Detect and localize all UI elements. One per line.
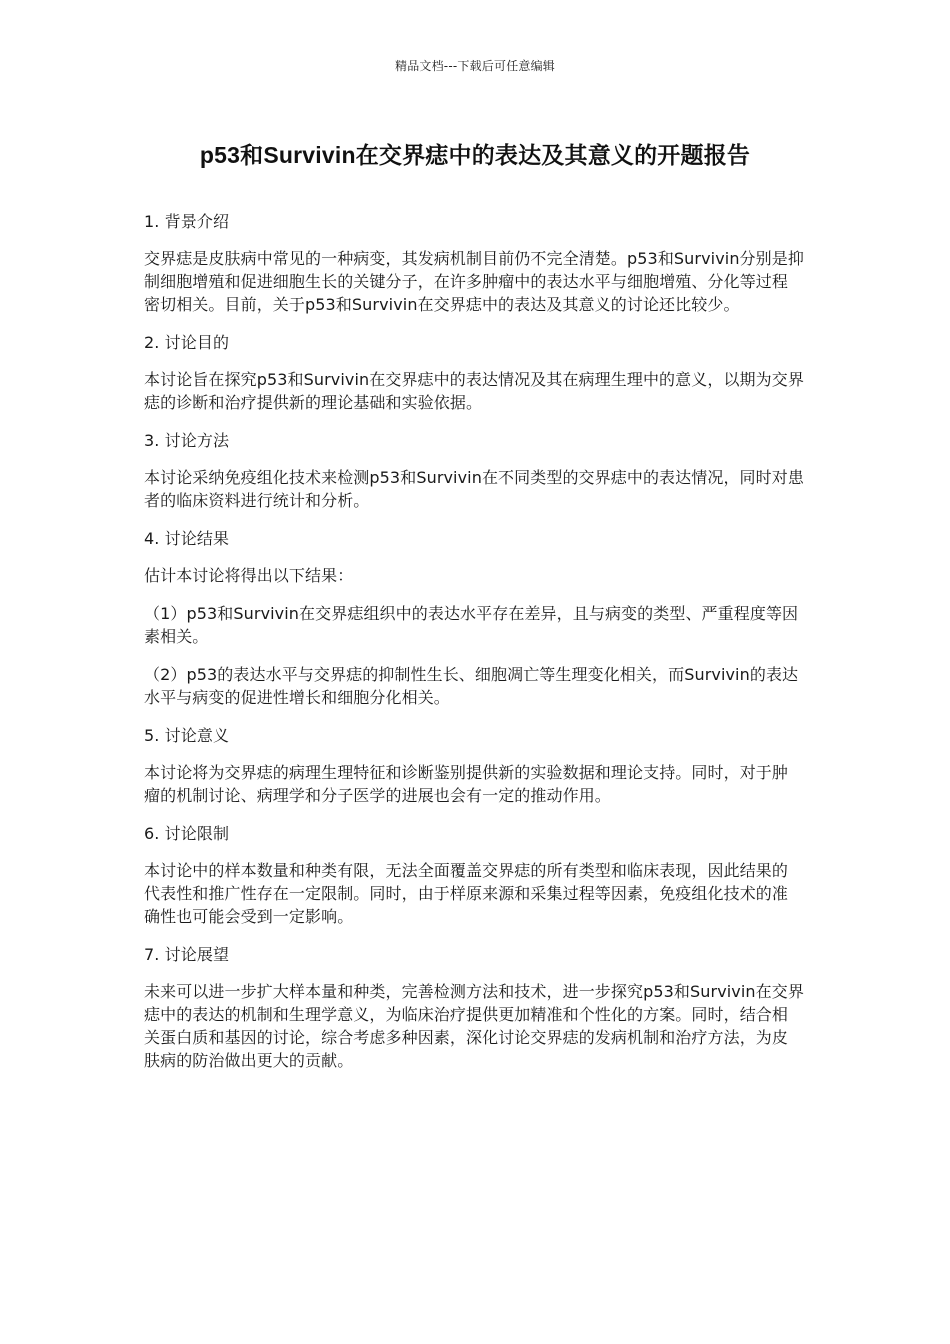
section-heading: 1. 背景介绍	[144, 212, 230, 231]
section-purpose	[144, 331, 804, 414]
document-body	[144, 210, 804, 1087]
document-title: p53和Survivin在交界痣中的表达及其意义的开题报告	[199, 142, 751, 168]
section-background	[144, 210, 804, 316]
section-results	[144, 527, 804, 709]
section-outlook	[144, 943, 804, 1072]
paragraph: 交界痣是皮肤病中常见的一种病变，其发病机制目前仍不完全清楚。p53和Survivin分别是抑制细胞增殖和促进细胞生长的关键分子，在许多肿瘤中的表达水平与细胞增殖、分化等过程密切相关。目前，关于p53和Survivin在交界痣中的表达及其意义的讨论还比较少。	[144, 249, 804, 314]
section-methods	[144, 429, 804, 512]
running-header: 精品文档---下载后可任意编辑	[395, 59, 555, 73]
section-heading: 7. 讨论展望	[144, 945, 230, 964]
paragraph: 未来可以进一步扩大样本量和种类，完善检测方法和技术，进一步探究p53和Survivin在交界痣中的表达的机制和生理学意义，为临床治疗提供更加精准和个性化的方案。同时，结合相关蛋白质和基因的讨论，综合考虑多种因素，深化讨论交界痣的发病机制和治疗方法，为皮肤病的防治做出更大的贡献。	[144, 982, 804, 1070]
section-limitations	[144, 822, 804, 928]
paragraph: 本讨论采纳免疫组化技术来检测p53和Survivin在不同类型的交界痣中的表达情况，同时对患者的临床资料进行统计和分析。	[144, 468, 804, 510]
result-item: （1）p53和Survivin在交界痣组织中的表达水平存在差异，且与病变的类型、严重程度等因素相关。	[144, 604, 799, 646]
section-significance	[144, 724, 804, 807]
paragraph: 估计本讨论将得出以下结果：	[144, 566, 354, 585]
section-heading: 3. 讨论方法	[144, 431, 230, 450]
section-heading: 2. 讨论目的	[144, 333, 230, 352]
paragraph: 本讨论中的样本数量和种类有限，无法全面覆盖交界痣的所有类型和临床表现，因此结果的代表性和推广性存在一定限制。同时，由于样原来源和采集过程等因素，免疫组化技术的准确性也可能会受到一定影响。	[144, 861, 789, 926]
section-heading: 5. 讨论意义	[144, 726, 230, 745]
result-item: （2）p53的表达水平与交界痣的抑制性生长、细胞凋亡等生理变化相关，而Survivin的表达水平与病变的促进性增长和细胞分化相关。	[144, 665, 799, 707]
paragraph: 本讨论旨在探究p53和Survivin在交界痣中的表达情况及其在病理生理中的意义，以期为交界痣的诊断和治疗提供新的理论基础和实验依据。	[144, 370, 804, 412]
section-heading: 4. 讨论结果	[144, 529, 230, 548]
section-heading: 6. 讨论限制	[144, 824, 230, 843]
paragraph: 本讨论将为交界痣的病理生理特征和诊断鉴别提供新的实验数据和理论支持。同时，对于肿瘤的机制讨论、病理学和分子医学的进展也会有一定的推动作用。	[144, 763, 789, 805]
